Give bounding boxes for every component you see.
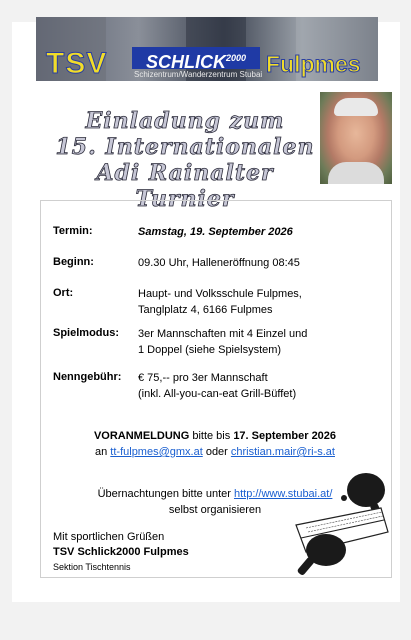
label-nenngebuehr: Nenngebühr: — [53, 371, 122, 383]
title-line-1: Einladung zum — [85, 108, 285, 134]
registration-deadline: 17. September 2026 — [233, 430, 337, 442]
value-nenngebuehr — [138, 370, 296, 402]
signature-section: Sektion Tischtennis — [53, 562, 131, 572]
registration-line-1 — [40, 428, 390, 444]
value-termin: Samstag, 19. September 2026 — [138, 226, 293, 238]
label-spielmodus: Spielmodus: — [53, 327, 120, 339]
title-line-4: Turnier — [135, 186, 235, 212]
registration-text: bitte bis — [189, 430, 234, 442]
website-link[interactable]: http://www.stubai.at/ — [233, 488, 333, 500]
banner-brand-suffix: 2000 — [225, 53, 247, 63]
title-line-3: Adi Rainalter — [96, 160, 274, 186]
registration-keyword: VORANMELDUNG — [93, 430, 190, 442]
banner-brand-name: SCHLICK — [145, 52, 226, 72]
value-ort-line2: Tanglplatz 4, 6166 Fulpmes — [138, 304, 273, 316]
value-nenngebuehr-line1: € 75,-- pro 3er Mannschaft — [138, 372, 268, 384]
registration-prefix: an — [95, 446, 111, 458]
value-beginn: 09.30 Uhr, Halleneröffnung 08:45 — [138, 257, 300, 269]
banner-fulpmes-text: Fulpmes — [266, 51, 361, 77]
table-tennis-illustration — [286, 470, 391, 580]
ball-icon — [341, 495, 347, 501]
registration-conj: oder — [202, 446, 231, 458]
value-ort-line1: Haupt- und Volksschule Fulpmes, — [138, 288, 302, 300]
value-ort — [138, 286, 302, 318]
label-termin: Termin: — [53, 225, 93, 237]
accommodation-prefix: Übernachtungen bitte unter — [97, 488, 234, 500]
registration-line-2 — [40, 444, 390, 460]
banner-brand — [132, 47, 260, 72]
banner-tsv-text: TSV — [46, 47, 108, 80]
signature-greeting: Mit sportlichen Grüßen — [53, 531, 165, 543]
title-line-2: 15. Internationalen — [55, 134, 315, 160]
label-ort: Ort: — [53, 287, 74, 299]
label-beginn: Beginn: — [53, 256, 94, 268]
email-link-1[interactable]: tt-fulpmes@gmx.at — [110, 446, 203, 458]
value-spielmodus-line1: 3er Mannschaften mit 4 Einzel und — [138, 328, 308, 340]
email-link-2[interactable]: christian.mair@ri-s.at — [230, 446, 335, 458]
value-spielmodus-line2: 1 Doppel (siehe Spielsystem) — [138, 344, 282, 356]
value-spielmodus — [138, 326, 307, 358]
banner-subtitle: Schizentrum/Wanderzentrum Stubai — [134, 70, 263, 79]
portrait-hair — [334, 98, 378, 116]
portrait-photo — [320, 92, 392, 184]
portrait-shirt — [328, 162, 384, 184]
accommodation-line-2: selbst organisieren — [168, 504, 262, 516]
club-banner — [36, 17, 378, 81]
value-nenngebuehr-line2: (inkl. All-you-can-eat Grill-Büffet) — [138, 388, 297, 400]
signature-club: TSV Schlick2000 Fulpmes — [53, 546, 189, 558]
